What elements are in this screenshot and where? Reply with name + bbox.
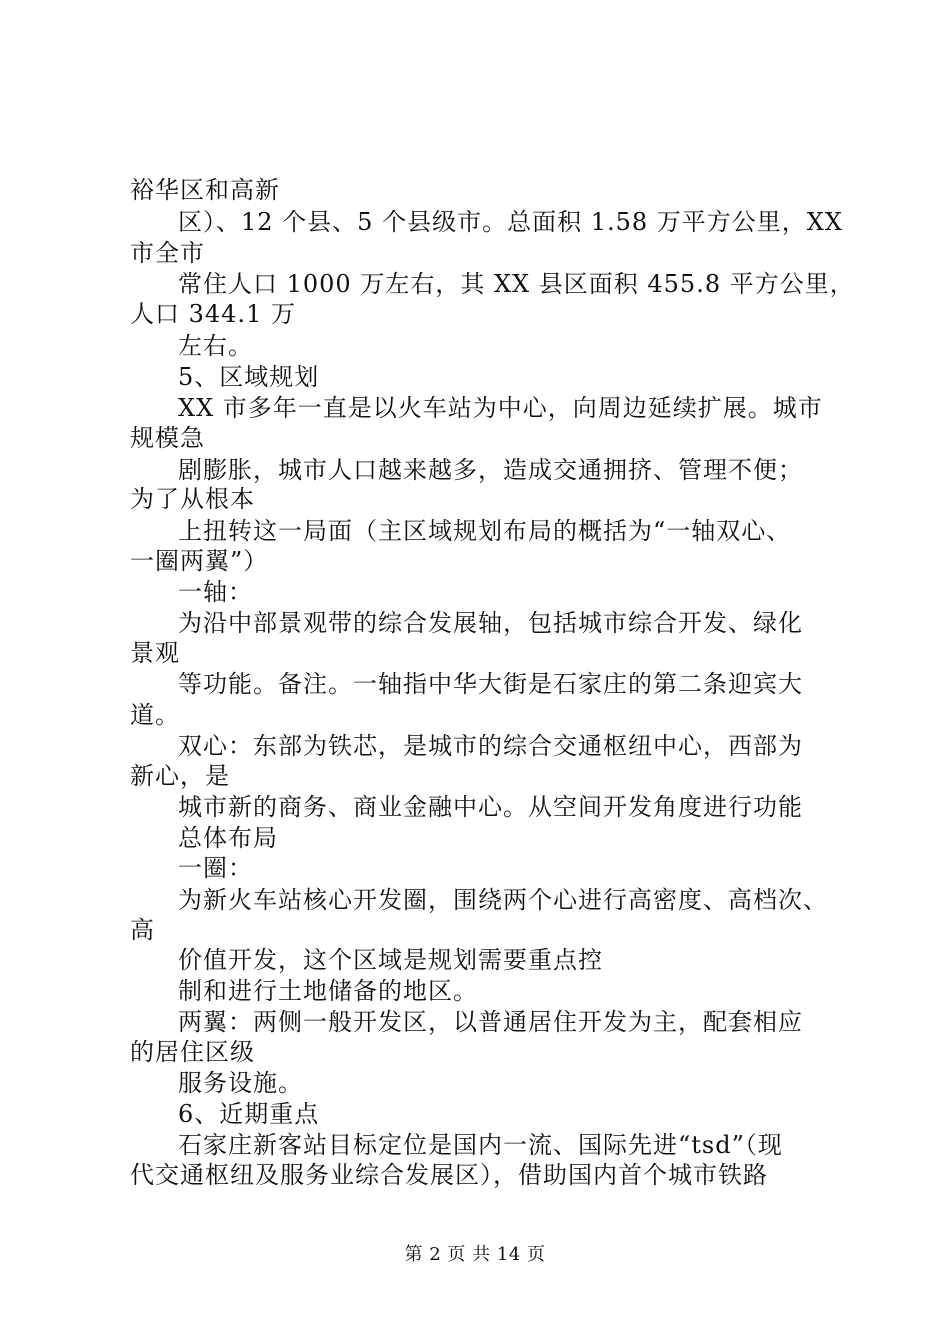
text-line: 裕华区和高新 (130, 176, 280, 204)
text-line: 石家庄新客站目标定位是国内一流、国际先进“tsd”（现 (178, 1131, 783, 1159)
text-line: 规模急 (130, 424, 205, 452)
text-line: 服务设施。 (178, 1069, 303, 1097)
text-line: 等功能。备注。一轴指中华大街是石家庄的第二条迎宾大 (178, 670, 803, 698)
text-line: 左右。 (178, 332, 253, 360)
text-line: 为新火车站核心开发圈，围绕两个心进行高密度、高档次、 (178, 886, 828, 914)
text-line: XX 市多年一直是以火车站为中心，向周边延续扩展。城市 (178, 394, 823, 422)
text-line: 高 (130, 916, 155, 944)
text-line: 景观 (130, 639, 180, 667)
text-line: 剧膨胀，城市人口越来越多，造成交通拥挤、管理不便； (178, 456, 803, 484)
text-line: 两翼：两侧一般开发区，以普通居住开发为主，配套相应 (178, 1008, 803, 1036)
text-line: 为沿中部景观带的综合发展轴，包括城市综合开发、绿化 (178, 609, 803, 637)
section-heading: 6、近期重点 (178, 1100, 320, 1128)
page-footer: 第 2 页 共 14 页 (404, 1244, 546, 1265)
text-line: 城市新的商务、商业金融中心。从空间开发角度进行功能 (178, 793, 803, 821)
text-line: 一圈： (178, 854, 253, 882)
section-heading: 5、区域规划 (178, 363, 320, 391)
text-line: 总体布局 (178, 824, 278, 852)
text-line: 市全市 (130, 239, 205, 267)
text-line: 制和进行土地储备的地区。 (178, 977, 478, 1005)
text-line: 人口 344.1 万 (130, 300, 296, 328)
text-line: 道。 (130, 701, 180, 729)
text-line: 的居住区级 (130, 1038, 255, 1066)
text-line: 代交通枢纽及服务业综合发展区），借助国内首个城市铁路 (130, 1161, 768, 1189)
text-line: 双心：东部为铁芯，是城市的综合交通枢纽中心，西部为 (178, 732, 803, 760)
text-line: 上扭转这一局面（主区域规划布局的概括为“一轴双心、 (178, 517, 792, 545)
text-line: 为了从根本 (130, 485, 255, 513)
text-line: 区）、12 个县、5 个县级市。总面积 1.58 万平方公里，XX (178, 208, 843, 236)
text-line: 一轴： (178, 578, 253, 606)
text-line: 价值开发，这个区域是规划需要重点控 (178, 946, 603, 974)
text-line: 新心，是 (130, 762, 230, 790)
text-line: 常住人口 1000 万左右，其 XX 县区面积 455.8 平方公里， (178, 270, 855, 298)
text-line: 一圈两翼”） (130, 547, 269, 575)
